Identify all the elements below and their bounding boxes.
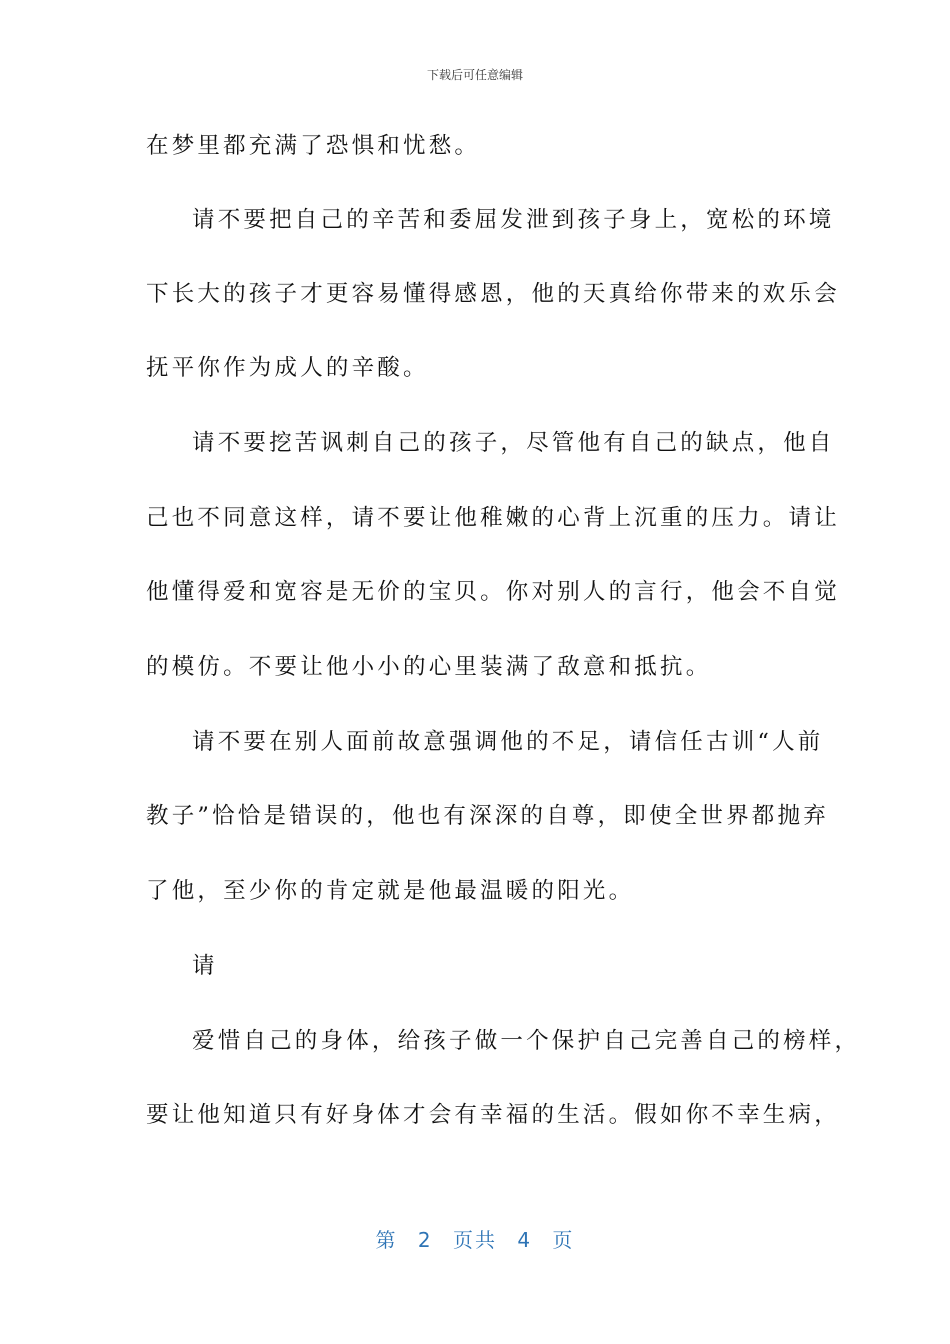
page-header: 下载后可任意编辑	[426, 68, 523, 82]
body-line: 教子”恰恰是错误的，他也有深深的自尊，即使全世界都抛弃	[146, 803, 829, 829]
body-line: 在梦里都充满了恐惧和忧愁。	[146, 133, 481, 159]
body-line: 己也不同意这样，请不要让他稚嫩的心背上沉重的压力。请让	[146, 505, 840, 531]
body-line: 他懂得爱和宽容是无价的宝贝。你对别人的言行，他会不自觉	[146, 579, 840, 605]
body-line: 请不要把自己的辛苦和委屈发泄到孩子身上，宽松的环境	[192, 207, 835, 233]
body-line: 了他，至少你的肯定就是他最温暖的阳光。	[146, 878, 635, 904]
body-line: 爱惜自己的身体，给孩子做一个保护自己完善自己的榜样，	[192, 1028, 861, 1054]
body-line: 的模仿。不要让他小小的心里装满了敌意和抵抗。	[146, 654, 712, 680]
page-number-footer: 第 2 页共 4 页	[375, 1228, 575, 1252]
body-line: 请不要在别人面前故意强调他的不足，请信任古训“人前	[192, 729, 824, 755]
body-line: 请	[192, 953, 218, 979]
body-line: 请不要挖苦讽刺自己的孩子，尽管他有自己的缺点，他自	[192, 430, 835, 456]
body-line: 抚平你作为成人的辛酸。	[146, 355, 429, 381]
body-line: 要让他知道只有好身体才会有幸福的生活。假如你不幸生病，	[146, 1102, 840, 1128]
body-line: 下长大的孩子才更容易懂得感恩，他的天真给你带来的欢乐会	[146, 281, 840, 307]
